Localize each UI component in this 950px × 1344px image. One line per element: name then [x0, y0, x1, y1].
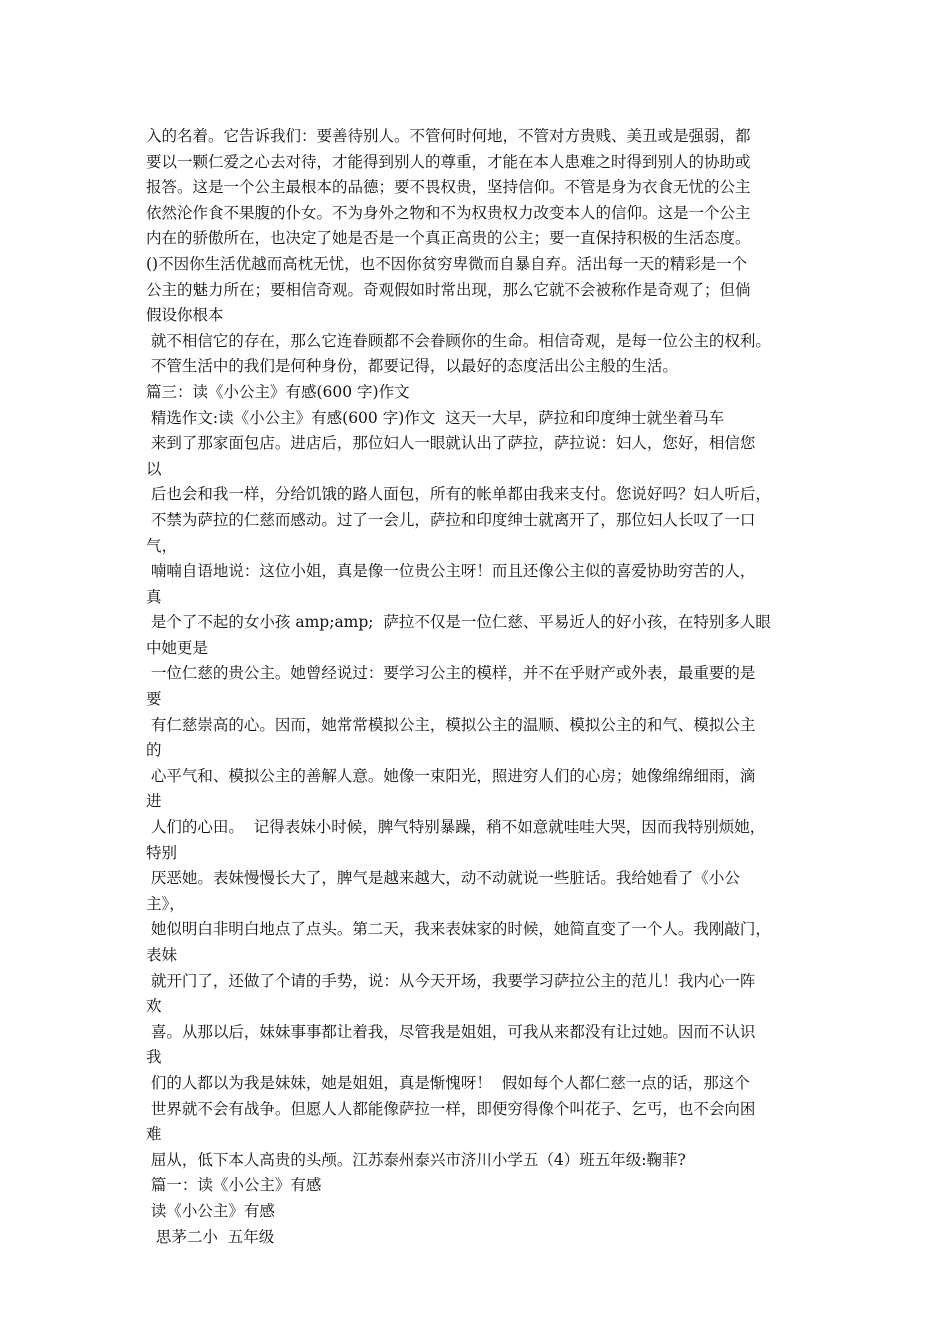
text-line: 我 — [146, 1048, 162, 1067]
text-line: 不禁为萨拉的仁慈而感动。过了一会儿，萨拉和印度绅士就离开了，那位妇人长叹了一口 — [146, 510, 756, 529]
text-line: 精选作文:读《小公主》有感(600 字)作文 这天一大早，萨拉和印度绅士就坐着马车 — [146, 408, 725, 427]
text-line: 特别 — [146, 843, 178, 862]
text-line: 公主的魅力所在；要相信奇观。奇观假如时常出现，那么它就不会被称作是奇观了；但倘 — [146, 280, 751, 299]
text-line: 表妹 — [146, 946, 178, 964]
text-line: 要以一颗仁爱之心去对待，才能得到别人的尊重，才能在本人患难之时得到别人的协助或 — [146, 152, 751, 171]
text-line: 有仁慈崇高的心。因而，她常常模拟公主，模拟公主的温顺、模拟公主的和气、模拟公主 — [146, 715, 756, 734]
text-line: 心平气和、模拟公主的善解人意。她像一束阳光，照进穷人们的心房；她像绵绵细雨，滴 — [146, 766, 756, 785]
text-line: 报答。这是一个公主最根本的品德；要不畏权贵，坚持信仰。不管是身为衣食无忧的公主 — [146, 178, 751, 197]
text-line: 要 — [146, 690, 162, 709]
text-line: 气， — [146, 536, 178, 555]
text-line: 后也会和我一样，分给饥饿的路人面包，所有的帐单都由我来支付。您说好吗？妇人听后， — [146, 485, 771, 504]
text-line: 就不相信它的存在，那么它连眷顾都不会眷顾你的生命。相信奇观，是每一位公主的权利。 — [146, 331, 771, 350]
text-line: 是个了不起的女小孩 amp;amp; 萨拉不仅是一位仁慈、平易近人的好小孩，在特别多人眼 — [146, 613, 771, 632]
text-line: 欢 — [146, 997, 162, 1016]
text-line: 世界就不会有战争。但愿人人都能像萨拉一样，即便穷得像个叫花子、乞丐，也不会向困 — [146, 1099, 756, 1118]
text-line: 篇一：读《小公主》有感 — [146, 1176, 322, 1195]
text-line: 喜。从那以后，妹妹事事都让着我，尽管我是姐姐，可我从来都没有让过她。因而不认识 — [146, 1022, 756, 1041]
text-line: 喃喃自语地说：这位小姐，真是像一位贵公主呀！而且还像公主似的喜爱协助穷苦的人， — [146, 562, 756, 581]
text-line: 入的名着。它告诉我们：要善待别人。不管何时何地，不管对方贵贱、美丑或是强弱，都 — [146, 127, 751, 145]
text-line: 她似明白非明白地点了点头。第二天，我来表妹家的时候，她简直变了一个人。我刚敲门， — [146, 920, 771, 939]
text-line: 人们的心田。 记得表妹小时候，脾气特别暴躁，稍不如意就哇哇大哭，因而我特别烦她， — [146, 818, 766, 837]
text-line: 读《小公主》有感 — [146, 1201, 275, 1220]
text-line: 们的人都以为我是妹妹，她是姐姐，真是惭愧呀！ 假如每个人都仁慈一点的话，那这个 — [146, 1073, 750, 1092]
document-body — [146, 124, 826, 1250]
text-line: 以 — [146, 459, 162, 478]
text-line: 内在的骄傲所在，也决定了她是否是一个真正高贵的公主；要一直保持积极的生活态度。 — [146, 229, 751, 248]
text-line: 真 — [146, 587, 162, 606]
text-line: 思茅二小 五年级 — [146, 1227, 275, 1246]
text-line: 屈从，低下本人高贵的头颅。江苏泰州泰兴市济川小学五（4）班五年级:鞠菲? — [146, 1150, 686, 1169]
text-line: 篇三：读《小公主》有感(600 字)作文 — [146, 382, 410, 401]
text-line: 就开门了，还做了个请的手势，说：从今天开场，我要学习萨拉公主的范儿！我内心一阵 — [146, 971, 756, 990]
text-line: 难 — [146, 1125, 162, 1144]
text-line: 一位仁慈的贵公主。她曾经说过：要学习公主的模样，并不在乎财产或外表，最重要的是 — [146, 664, 756, 683]
text-line: 中她更是 — [146, 638, 209, 657]
text-line: ()不因你生活优越而高枕无忧，也不因你贫穷卑微而自暴自弃。活出每一天的精彩是一个 — [146, 254, 748, 273]
text-line: 厌恶她。表妹慢慢长大了，脾气是越来越大，动不动就说一些脏话。我给她看了《小公 — [146, 869, 740, 888]
text-line: 不管生活中的我们是何种身份，都要记得，以最好的态度活出公主般的生活。 — [146, 357, 678, 376]
text-line: 依然沦作食不果腹的仆女。不为身外之物和不为权贵权力改变本人的信仰。这是一个公主 — [146, 203, 751, 222]
text-line: 来到了那家面包店。进店后，那位妇人一眼就认出了萨拉，萨拉说：妇人，您好，相信您 — [146, 434, 756, 453]
text-line: 的 — [146, 741, 162, 760]
text-line: 进 — [146, 792, 162, 811]
text-line: 假设你根本 — [146, 306, 224, 325]
text-line: 主》， — [146, 894, 185, 913]
